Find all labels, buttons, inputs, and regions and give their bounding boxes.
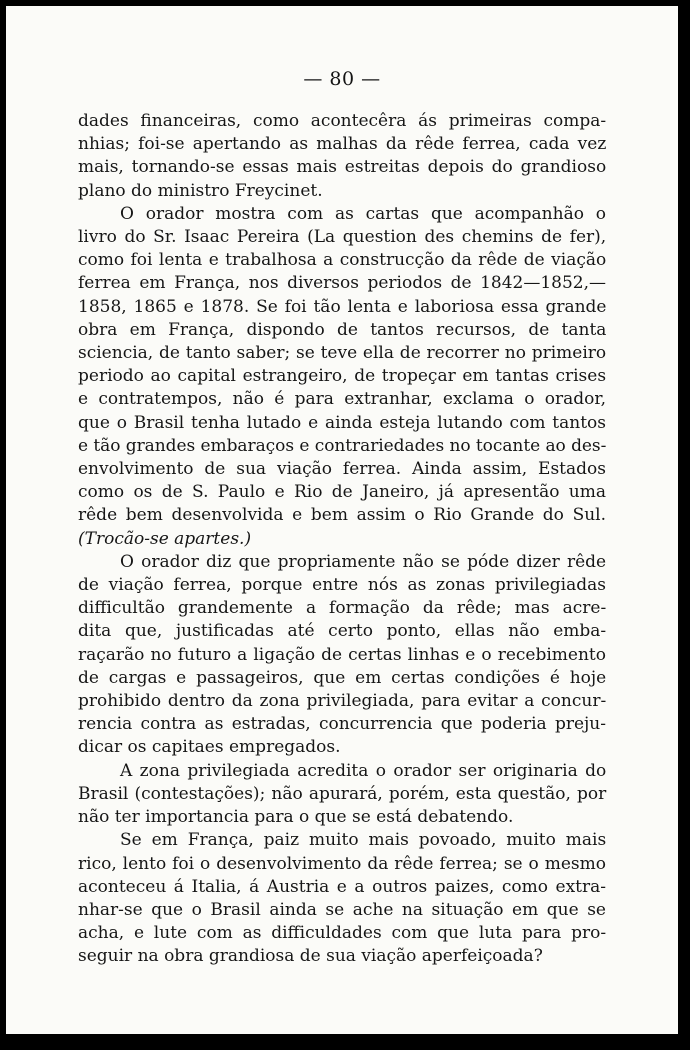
text-line: não ter importancia para o que se está debatendo. — [78, 807, 514, 828]
text-line: A zona privilegiada acredita o orador ser originaria do — [120, 760, 607, 781]
text-line: livro do Sr. Isaac Pereira (La question des chemins de fer), — [78, 227, 607, 248]
body-text — [78, 110, 606, 969]
text-line: e tão grandes embaraços e contrariedades no tocante ao des- — [78, 435, 607, 456]
paragraph-5 — [78, 829, 606, 968]
text-line: periodo ao capital estrangeiro, de tropeçar em tantas crises — [78, 366, 607, 387]
book-page — [6, 6, 678, 1034]
text-line: como foi lenta e trabalhosa a construcção da rêde de viação — [78, 250, 607, 271]
text-line: nhias; foi-se apertando as malhas da rêde ferrea, cada vez — [78, 134, 607, 155]
text-line: acha, e lute com as difficuldades com que luta para pro- — [78, 923, 607, 944]
text-line: O orador diz que propriamente não se póde dizer rêde — [120, 551, 607, 572]
text-line: Brasil (contestações); não apurará, porém, esta questão, por — [78, 783, 607, 804]
text-line: O orador mostra com as cartas que acompanhão o — [120, 203, 606, 224]
text-line: nhar-se que o Brasil ainda se ache na situação em que se — [78, 899, 606, 920]
paragraph-4 — [78, 760, 606, 830]
page-number: — 80 — — [303, 68, 381, 90]
text-line: rico, lento foi o desenvolvimento da rêde ferrea; se o mesmo — [78, 853, 606, 874]
text-line: e contratempos, não é para extranhar, exclama o orador, — [78, 389, 606, 410]
text-line: rencia contra as estradas, concurrencia que poderia preju- — [78, 714, 606, 735]
text-line: como os de S. Paulo e Rio de Janeiro, já apresentão uma — [78, 482, 606, 503]
text-line: mais, tornando-se essas mais estreitas depois do grandioso — [78, 157, 607, 178]
text-line: de viação ferrea, porque entre nós as zonas privilegiadas — [78, 575, 606, 596]
text-line: dades financeiras, como acontecêra ás primeiras compa- — [78, 111, 607, 131]
text-line: Se em França, paiz muito mais povoado, muito mais — [120, 830, 607, 851]
text-line: dita que, justificadas até certo ponto, ellas não emba- — [78, 621, 607, 642]
text-line: raçarão no futuro a ligação de certas linhas e o recebimento — [78, 644, 606, 665]
text-line: ferrea em França, nos diversos periodos de 1842—1852,— — [78, 273, 607, 294]
text-line: de cargas e passageiros, que em certas condições é hoje — [78, 667, 607, 688]
text-line: rêde bem desenvolvida e bem assim o Rio Grande do Sul. — [78, 505, 606, 526]
text-line: aconteceu á Italia, á Austria e a outros paizes, como extra- — [78, 876, 606, 897]
text-line: sciencia, de tanto saber; se teve ella de recorrer no primeiro — [78, 343, 607, 364]
text-line: que o Brasil tenha lutado e ainda esteja lutando com tantos — [78, 412, 606, 433]
text-line: prohibido dentro da zona privilegiada, para evitar a concur- — [78, 691, 607, 712]
text-line: seguir na obra grandiosa de sua viação aperfeiçoada? — [78, 946, 543, 967]
text-line-italic: (Trocão-se apartes.) — [78, 528, 252, 549]
text-line: plano do ministro Freycinet. — [78, 180, 323, 201]
text-line: dicar os capitaes empregados. — [78, 737, 341, 758]
text-line: 1858, 1865 e 1878. Se foi tão lenta e laboriosa essa grande — [78, 296, 607, 317]
text-line: obra em França, dispondo de tantos recursos, de tanta — [78, 319, 607, 340]
text-line: difficultão grandemente a formação da rêde; mas acre- — [78, 598, 607, 619]
paragraph-3 — [78, 551, 606, 760]
text-line: envolvimento de sua viação ferrea. Ainda assim, Estados — [78, 459, 606, 480]
paragraph-2 — [78, 203, 606, 551]
paragraph-1 — [78, 110, 606, 203]
